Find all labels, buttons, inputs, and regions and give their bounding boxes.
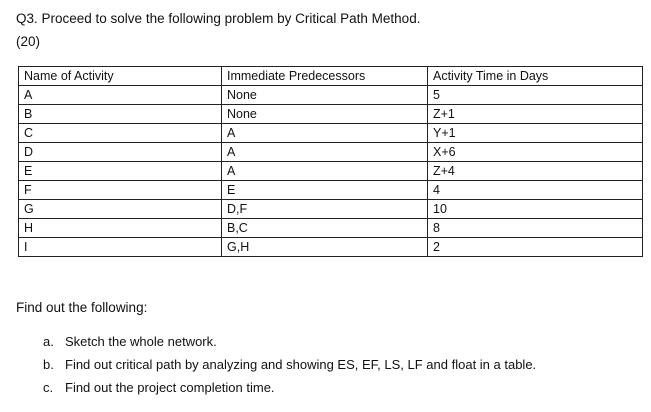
- list-marker: b.: [43, 357, 54, 372]
- activity-table: [18, 66, 643, 257]
- table-row: [19, 181, 643, 200]
- predecessors-cell: None: [222, 86, 428, 105]
- activity-name-cell: A: [19, 86, 222, 105]
- list-item: [43, 357, 536, 380]
- list-marker: a.: [43, 334, 54, 349]
- predecessors-cell: D,F: [222, 200, 428, 219]
- table-header-row: [19, 67, 643, 86]
- table-row: [19, 86, 643, 105]
- header-name-of-activity: Name of Activity: [19, 67, 222, 86]
- activity-name-cell: E: [19, 162, 222, 181]
- activity-name-cell: I: [19, 238, 222, 257]
- question-title: Q3. Proceed to solve the following problem by Critical Path Method.: [16, 11, 421, 26]
- activity-time-cell: 5: [428, 86, 643, 105]
- predecessors-cell: A: [222, 143, 428, 162]
- predecessors-cell: None: [222, 105, 428, 124]
- table-row: [19, 143, 643, 162]
- table-row: [19, 219, 643, 238]
- activity-name-cell: G: [19, 200, 222, 219]
- activity-name-cell: B: [19, 105, 222, 124]
- table-row: [19, 162, 643, 181]
- header-activity-time: Activity Time in Days: [428, 67, 643, 86]
- predecessors-cell: A: [222, 124, 428, 143]
- activity-time-cell: X+6: [428, 143, 643, 162]
- predecessors-cell: E: [222, 181, 428, 200]
- task-list: [43, 334, 536, 403]
- list-marker: c.: [43, 380, 54, 395]
- predecessors-cell: B,C: [222, 219, 428, 238]
- activity-name-cell: F: [19, 181, 222, 200]
- predecessors-cell: G,H: [222, 238, 428, 257]
- predecessors-cell: A: [222, 162, 428, 181]
- list-item-text: Find out the project completion time.: [65, 380, 275, 395]
- table-row: [19, 105, 643, 124]
- activity-time-cell: Z+4: [428, 162, 643, 181]
- table-row: [19, 124, 643, 143]
- question-marks: (20): [16, 34, 41, 49]
- activity-time-cell: Y+1: [428, 124, 643, 143]
- table-row: [19, 238, 643, 257]
- activity-time-cell: 8: [428, 219, 643, 238]
- activity-name-cell: C: [19, 124, 222, 143]
- header-immediate-predecessors: Immediate Predecessors: [222, 67, 428, 86]
- activity-name-cell: D: [19, 143, 222, 162]
- find-heading: Find out the following:: [16, 300, 148, 315]
- activity-time-cell: 2: [428, 238, 643, 257]
- list-item-text: Sketch the whole network.: [65, 334, 217, 349]
- activity-time-cell: 4: [428, 181, 643, 200]
- list-item: [43, 380, 536, 403]
- table-row: [19, 200, 643, 219]
- activity-name-cell: H: [19, 219, 222, 238]
- list-item: [43, 334, 536, 357]
- activity-time-cell: Z+1: [428, 105, 643, 124]
- list-item-text: Find out critical path by analyzing and showing ES, EF, LS, LF and float in a table.: [65, 357, 537, 372]
- activity-time-cell: 10: [428, 200, 643, 219]
